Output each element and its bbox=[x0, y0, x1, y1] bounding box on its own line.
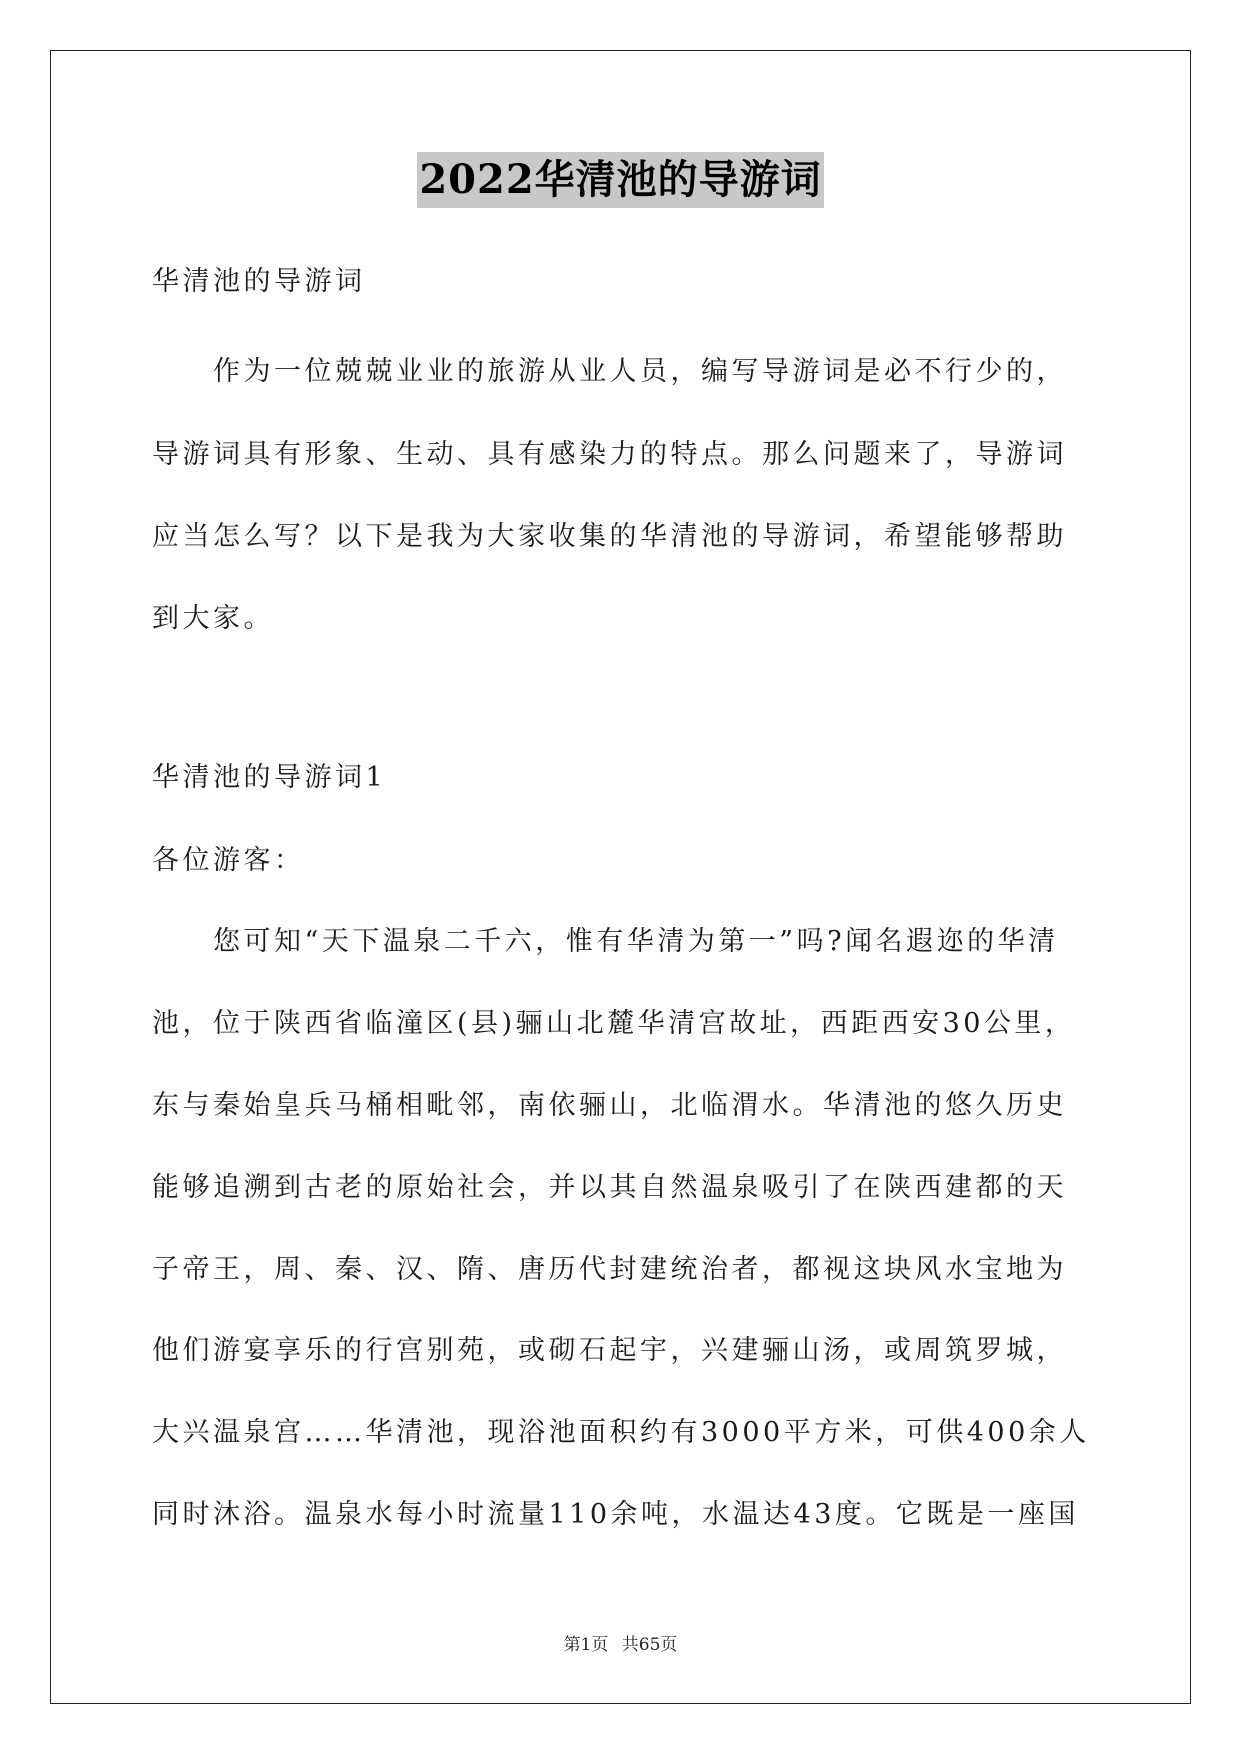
page-number: 第1页 bbox=[563, 1635, 609, 1655]
paragraph-line: 您可知“天下温泉二千六，惟有华清为第一”吗?闻名遐迩的华清 bbox=[152, 926, 1059, 957]
paragraph-line: 作为一位兢兢业业的旅游从业人员，编写导游词是必不行少的， bbox=[152, 356, 1067, 387]
paragraph-line: 能够追溯到古老的原始社会，并以其自然温泉吸引了在陕西建都的天 bbox=[152, 1172, 1067, 1203]
paragraph-line: 同时沐浴。温泉水每小时流量110余吨，水温达43度。它既是一座国 bbox=[152, 1499, 1079, 1530]
paragraph-line: 导游词具有形象、生动、具有感染力的特点。那么问题来了，导游词 bbox=[152, 439, 1067, 470]
paragraph-line: 到大家。 bbox=[152, 603, 274, 634]
page-footer bbox=[0, 1630, 1241, 1655]
paragraph-line: 东与秦始皇兵马桶相毗邻，南依骊山，北临渭水。华清池的悠久历史 bbox=[152, 1090, 1067, 1121]
paragraph-line: 他们游宴享乐的行宫别苑，或砌石起宇，兴建骊山汤，或周筑罗城， bbox=[152, 1335, 1067, 1366]
section-heading: 华清池的导游词1 bbox=[152, 762, 387, 793]
greeting-line: 各位游客： bbox=[152, 845, 305, 876]
title-container bbox=[0, 152, 1241, 208]
page-total: 共65页 bbox=[621, 1635, 678, 1655]
paragraph-line: 大兴温泉宫……华清池，现浴池面积约有3000平方米，可供400余人 bbox=[152, 1417, 1090, 1448]
paragraph-line: 子帝王，周、秦、汉、隋、唐历代封建统治者，都视这块风水宝地为 bbox=[152, 1254, 1067, 1285]
paragraph-line: 应当怎么写？以下是我为大家收集的华清池的导游词，希望能够帮助 bbox=[152, 521, 1067, 552]
subtitle-line: 华清池的导游词 bbox=[152, 266, 366, 297]
document-title: 2022华清池的导游词 bbox=[417, 152, 823, 208]
paragraph-line: 池，位于陕西省临潼区(县)骊山北麓华清宫故址，西距西安30公里， bbox=[152, 1008, 1076, 1039]
